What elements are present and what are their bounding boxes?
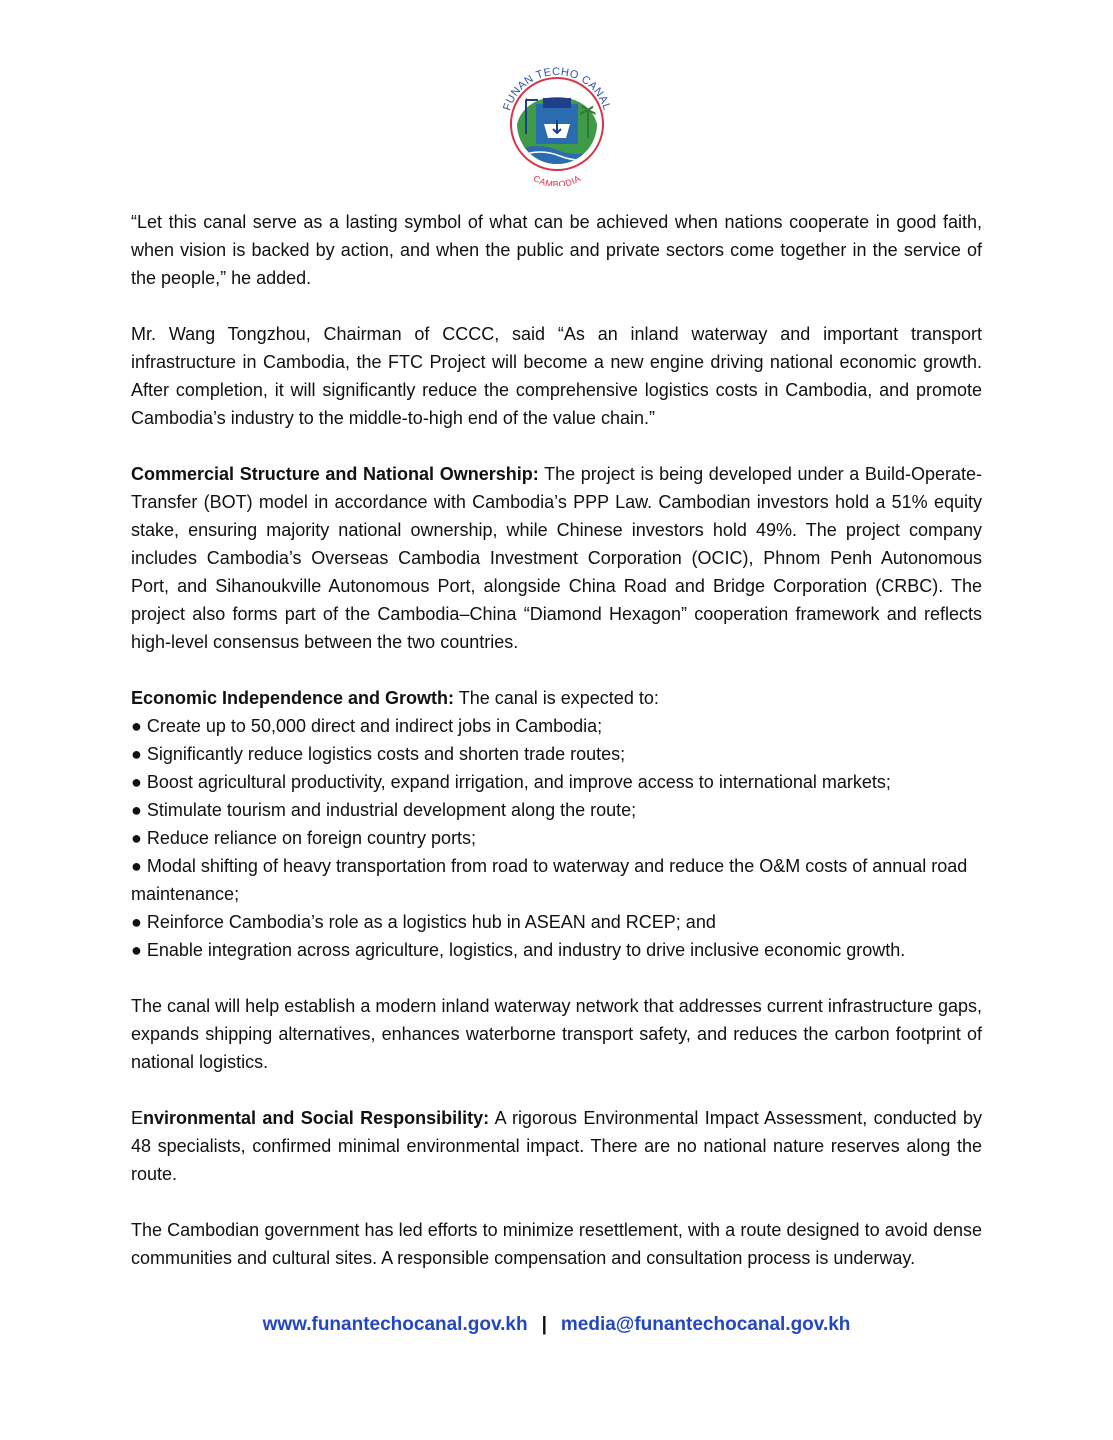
- list-item: ● Stimulate tourism and industrial development along the route;: [131, 800, 637, 820]
- list-item: ● Significantly reduce logistics costs and shorten trade routes;: [131, 744, 626, 764]
- environmental-heading: nvironmental and Social Responsibility:: [143, 1108, 490, 1128]
- website-link[interactable]: www.funantechocanal.gov.kh: [262, 1314, 528, 1335]
- waterway-network-paragraph: The canal will help establish a modern inland waterway network that addresses current infrastructure gaps, expands shipping alternatives, enhances waterborne transport safety, and reduces the carbon footprint of national logistics.: [131, 996, 982, 1072]
- economic-growth-intro: [131, 684, 982, 712]
- chairman-statement-paragraph: Mr. Wang Tongzhou, Chairman of CCCC, said “As an inland waterway and important transport infrastructure in Cambodia, the FTC Project will become a new engine driving national economic growth. After completion, it will significantly reduce the comprehensive logistics costs in Cambodia, and promote Cambodia’s industry to the middle-to-high end of the value chain.”: [131, 324, 982, 428]
- resettlement-paragraph: The Cambodian government has led efforts to minimize resettlement, with a route designed to avoid dense communities and cultural sites. A responsible compensation and consultation process is underway.: [131, 1220, 982, 1268]
- footer-contact: [0, 1314, 1113, 1336]
- economic-growth-heading: Economic Independence and Growth:: [131, 688, 455, 708]
- email-link[interactable]: media@funantechocanal.gov.kh: [560, 1314, 851, 1335]
- list-item: ● Reduce reliance on foreign country ports;: [131, 828, 477, 848]
- logo-scene: [514, 82, 600, 168]
- environmental-first-letter: E: [131, 1108, 144, 1128]
- economic-growth-intro-text: The canal is expected to:: [454, 688, 659, 708]
- quote-paragraph: “Let this canal serve as a lasting symbol of what can be achieved when nations cooperate in good faith, when vision is backed by action, and when the public and private sectors come together in the service of the people,” he added.: [131, 212, 982, 288]
- commercial-structure-heading: Commercial Structure and National Ownership:: [131, 464, 539, 484]
- funan-techo-canal-logo: [496, 58, 618, 186]
- list-item: ● Create up to 50,000 direct and indirect jobs in Cambodia;: [131, 716, 603, 736]
- footer-separator: |: [541, 1314, 547, 1335]
- environmental-body: A rigorous Environmental Impact Assessment, conducted by 48 specialists, confirmed minimal environmental impact. There are no national nature reserves along the route.: [131, 1108, 983, 1184]
- list-item: ● Modal shifting of heavy transportation from road to waterway and reduce the O&M costs of annual road maintenance;: [131, 856, 968, 904]
- logo-top-text: FUNAN TECHO CANAL: [501, 65, 613, 113]
- commercial-structure-body: The project is being developed under a Build-Operate-Transfer (BOT) model in accordance with Cambodia’s PPP Law. Cambodian investors hold a 51% equity stake, ensuring majority national ownership, while Chinese investors hold 49%. The project company includes Cambodia’s Overseas Cambodia Investment Corporation (OCIC), Phnom Penh Autonomous Port, and Sihanoukville Autonomous Port, alongside China Road and Bridge Corporation (CRBC). The project also forms part of the Cambodia–China “Diamond Hexagon” cooperation framework and reflects high-level consensus between the two countries.: [131, 464, 982, 652]
- list-item: ● Reinforce Cambodia’s role as a logistics hub in ASEAN and RCEP; and: [131, 912, 716, 932]
- document-body: [131, 208, 982, 1300]
- environmental-paragraph: [131, 1104, 982, 1188]
- list-item: ● Boost agricultural productivity, expand irrigation, and improve access to international markets;: [131, 772, 891, 792]
- commercial-structure-paragraph: [131, 460, 982, 656]
- economic-benefits-list: [131, 712, 982, 964]
- list-item: ● Enable integration across agriculture, logistics, and industry to drive inclusive economic growth.: [131, 940, 906, 960]
- logo-bottom-text: CAMBODIA: [531, 173, 583, 186]
- logo-emblem: [496, 58, 618, 186]
